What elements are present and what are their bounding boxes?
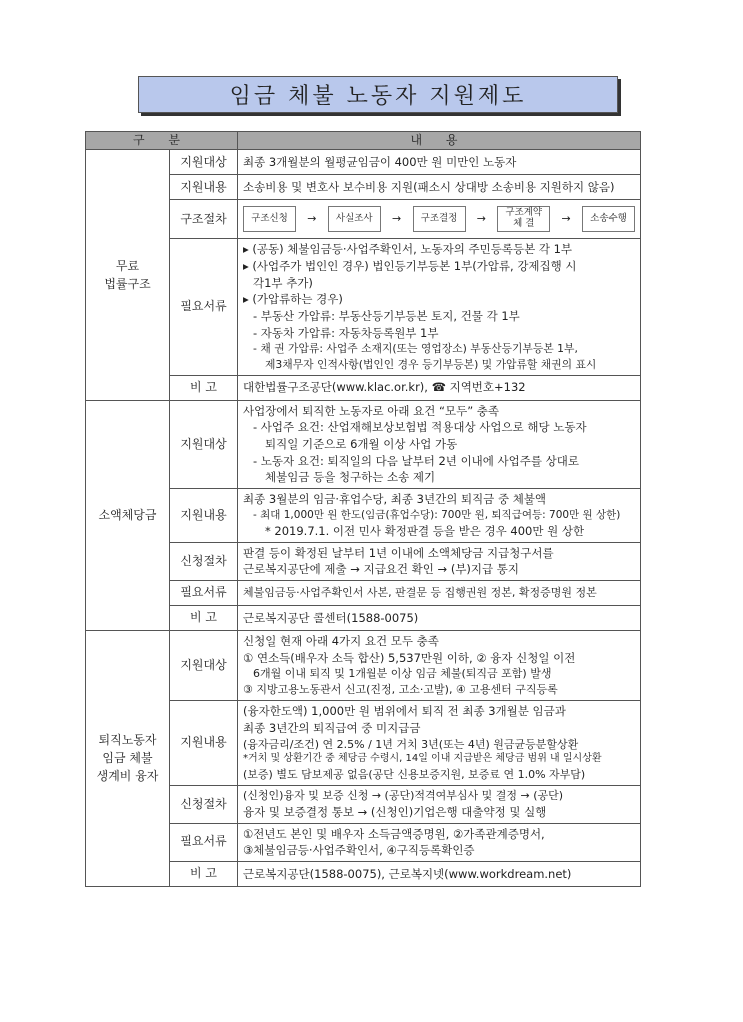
table-row <box>86 489 641 543</box>
section-small-substitute-payment: 소액체당금 <box>86 400 170 630</box>
row-label: 지원내용 <box>170 489 238 543</box>
row-label: 신청절차 <box>170 785 238 823</box>
arrow-icon: → <box>476 212 486 226</box>
row-label: 지원내용 <box>170 175 238 200</box>
header-content: 내 용 <box>238 132 641 150</box>
row-label: 비 고 <box>170 605 238 630</box>
step-box: 소송수행 <box>582 206 635 232</box>
step-box: 구조결정 <box>413 206 466 232</box>
table-row <box>86 823 641 861</box>
row-label: 비 고 <box>170 861 238 886</box>
table-row <box>86 580 641 605</box>
row-label: 지원대상 <box>170 630 238 700</box>
step-box: 사실조사 <box>328 206 381 232</box>
row-label: 지원대상 <box>170 400 238 488</box>
table-row <box>86 605 641 630</box>
row-content: 대한법률구조공단(www.klac.or.kr), ☎ 지역번호+132 <box>238 375 641 400</box>
procedure-steps <box>238 200 641 239</box>
row-content: 신청일 현재 아래 4가지 요건 모두 충족 ① 연소득(배우자 소득 합산) 5,537만원 이하, ② 융자 신청일 이전 6개월 이내 퇴직 및 1개월분 이상 임금 체불(퇴직금 포함) 발생 ③ 지방고용노동관서 신고(진정, 고소·고발), ④ 고용센터 구직등록 <box>238 630 641 700</box>
step-box: 구조계약 체 결 <box>497 206 550 232</box>
support-table <box>85 131 641 887</box>
table-header-row <box>86 132 641 150</box>
page-title: 임금 체불 노동자 지원제도 <box>138 76 618 113</box>
row-content: 최종 3개월분의 월평균임금이 400만 원 미만인 노동자 <box>238 150 641 175</box>
table-row <box>86 785 641 823</box>
row-label: 지원대상 <box>170 150 238 175</box>
table-row <box>86 375 641 400</box>
row-content: 근로복지공단 콜센터(1588-0075) <box>238 605 641 630</box>
table-row <box>86 200 641 239</box>
row-content: 사업장에서 퇴직한 노동자로 아래 요건 “모두” 충족 - 사업주 요건: 산업재해보상보험법 적용대상 사업으로 해당 노동자 퇴직일 기준으로 6개월 이상 사업 가동 - 노동자 요건: 퇴직일의 다음 날부터 2년 이내에 사업주를 상대로 체불임금 등을 청구하는 소송 제기 <box>238 400 641 488</box>
table-row <box>86 239 641 375</box>
table-row <box>86 630 641 700</box>
row-content: 판결 등이 확정된 날부터 1년 이내에 소액체당금 지급청구서를 근로복지공단에 제출 → 지급요건 확인 → (부)지급 통지 <box>238 542 641 580</box>
table-row <box>86 701 641 786</box>
row-content: 체불임금등·사업주확인서 사본, 판결문 등 집행권원 정본, 확정증명원 정본 <box>238 580 641 605</box>
section-free-legal-aid: 무료 법률구조 <box>86 150 170 400</box>
arrow-icon: → <box>392 212 402 226</box>
step-box: 구조신청 <box>243 206 296 232</box>
row-content: 소송비용 및 변호사 보수비용 지원(패소시 상대방 소송비용 지원하지 않음) <box>238 175 641 200</box>
row-content: ①전년도 본인 및 배우자 소득금액증명원, ②가족관계증명서, ③체불임금등·사업주확인서, ④구직등록확인증 <box>238 823 641 861</box>
row-label: 구조절차 <box>170 200 238 239</box>
row-label: 필요서류 <box>170 580 238 605</box>
row-label: 지원내용 <box>170 701 238 786</box>
table-row <box>86 861 641 886</box>
row-content: 최종 3월분의 임금·휴업수당, 최종 3년간의 퇴직금 중 체불액 - 최대 1,000만 원 한도(임금(휴업수당): 700만 원, 퇴직급여등: 700만 원 상한) * 2019.7.1. 이전 민사 확정판결 등을 받은 경우 400만 원 상한 <box>238 489 641 543</box>
table-row <box>86 150 641 175</box>
section-living-cost-loan: 퇴직노동자 임금 체불 생계비 융자 <box>86 630 170 886</box>
table-row <box>86 542 641 580</box>
row-label: 필요서류 <box>170 823 238 861</box>
row-content: (융자한도액) 1,000만 원 범위에서 퇴직 전 최종 3개월분 임금과 최종 3년간의 퇴직급여 중 미지급금 (융자금리/조건) 연 2.5% / 1년 거치 3년(또는 4년) 원금균등분할상환 *거치 및 상환기간 중 체당금 수령시, 14일 이내 지급받은 체당금 범위 내 일시상환 (보증) 별도 담보제공 없음(공단 신용보증지원, 보증료 연 1.0% 자부담) <box>238 701 641 786</box>
row-content: (신청인)융자 및 보증 신청 → (공단)적격여부심사 및 결정 → (공단) 융자 및 보증결정 통보 → (신청인)기업은행 대출약정 및 실행 <box>238 785 641 823</box>
row-label: 신청절차 <box>170 542 238 580</box>
row-content: 근로복지공단(1588-0075), 근로복지넷(www.workdream.net) <box>238 861 641 886</box>
table-row <box>86 175 641 200</box>
header-category: 구 분 <box>86 132 238 150</box>
arrow-icon: → <box>307 212 317 226</box>
row-label: 필요서류 <box>170 239 238 375</box>
arrow-icon: → <box>561 212 571 226</box>
table-row <box>86 400 641 488</box>
row-content: ▸ (공동) 체불임금등·사업주확인서, 노동자의 주민등록등본 각 1부 ▸ (사업주가 법인인 경우) 법인등기부등본 1부(가압류, 강제집행 시 각1부 추가) ▸ (가압류하는 경우) - 부동산 가압류: 부동산등기부등본 토지, 건물 각 1부 - 자동차 가압류: 자동차등록원부 1부 - 채 권 가압류: 사업주 소재지(또는 영업장소) 부동산등기부등본 1부, 제3채무자 인적사항(법인인 경우 등기부등본) 및 가압류할 채권의 표시 <box>238 239 641 375</box>
row-label: 비 고 <box>170 375 238 400</box>
